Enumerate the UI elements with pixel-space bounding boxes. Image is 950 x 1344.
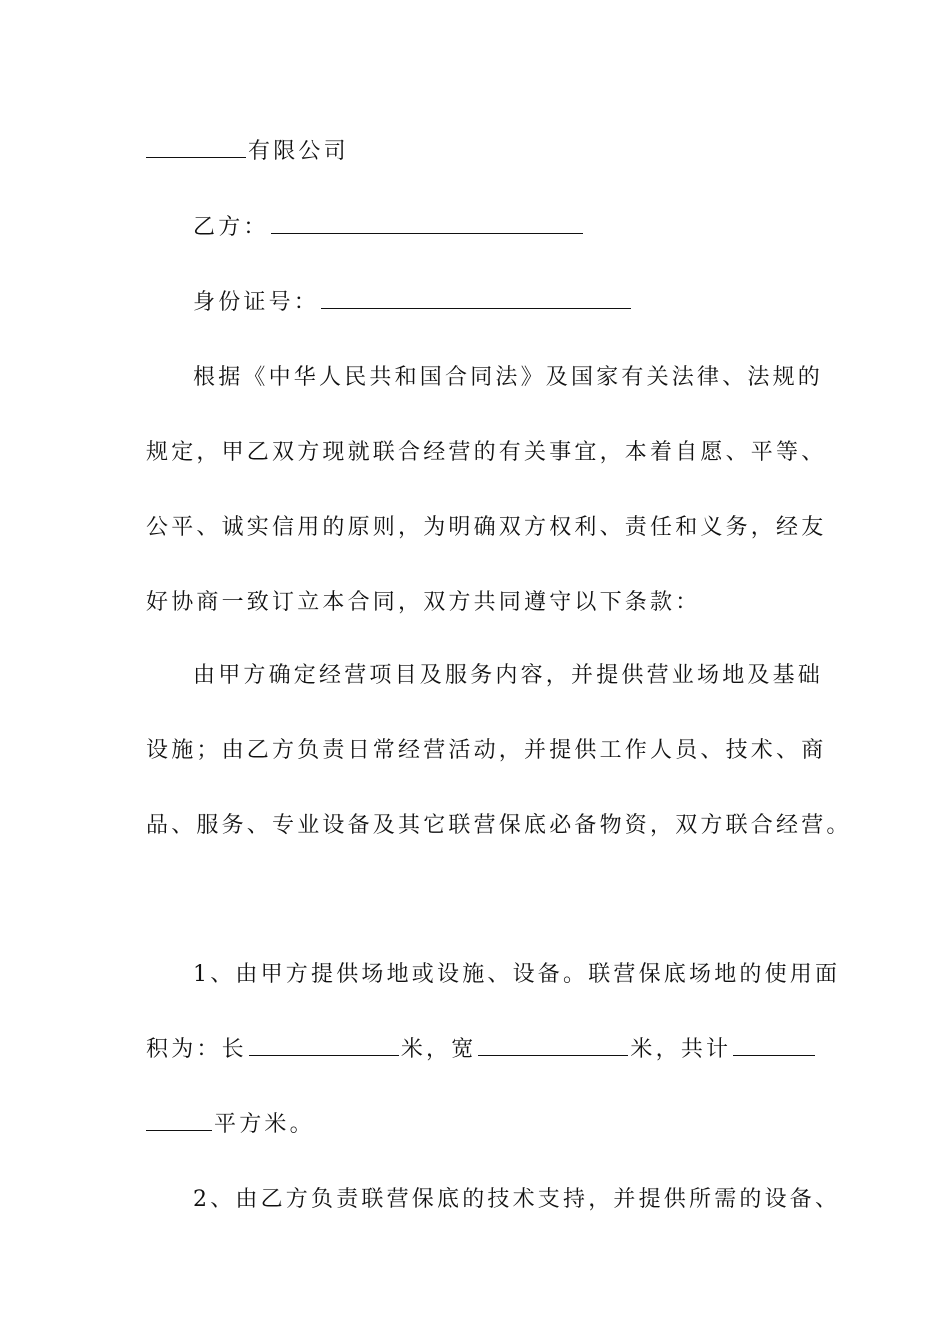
id-number-blank [321,290,631,309]
area-label: 积为：长 [146,1037,247,1062]
width-label: 米，宽 [400,1037,477,1062]
scope-line-1: 由甲方确定经营项目及服务内容，并提供营业场地及基础 [193,663,824,688]
company-suffix: 有限公司 [248,139,349,164]
width-blank [478,1037,628,1056]
total-blank-end [146,1112,212,1131]
company-name-blank [146,139,246,158]
clause-1-line-2 [146,1035,817,1065]
intro-line-4: 好协商一致订立本合同，双方共同遵守以下条款： [146,590,701,615]
scope-line-3: 品、服务、专业设备及其它联营保底必备物资，双方联合经营。 [146,813,852,838]
length-blank [249,1037,399,1056]
scope-line-2: 设施；由乙方负责日常经营活动，并提供工作人员、技术、商 [146,738,827,763]
intro-line-1: 根据《中华人民共和国合同法》及国家有关法律、法规的 [193,365,824,390]
total-label: 米，共计 [630,1037,732,1062]
square-meter-label: 平方米。 [214,1112,315,1137]
party-a-company-line [146,137,349,167]
clause-2-line-1: 2、由乙方负责联营保底的技术支持，并提供所需的设备、 [193,1187,841,1212]
intro-line-3: 公平、诚实信用的原则，为明确双方权利、责任和义务，经友 [146,515,827,540]
clause-1-line-3 [146,1110,315,1140]
party-b-line [193,213,585,243]
total-blank-start [733,1037,815,1056]
party-b-blank [271,215,583,234]
clause-1-line-1: 1、由甲方提供场地或设施、设备。联营保底场地的使用面 [193,962,841,987]
id-number-label: 身份证号： [193,290,320,315]
intro-line-2: 规定，甲乙双方现就联合经营的有关事宜，本着自愿、平等、 [146,440,827,465]
party-b-label: 乙方： [193,215,269,240]
id-number-line [193,288,633,318]
